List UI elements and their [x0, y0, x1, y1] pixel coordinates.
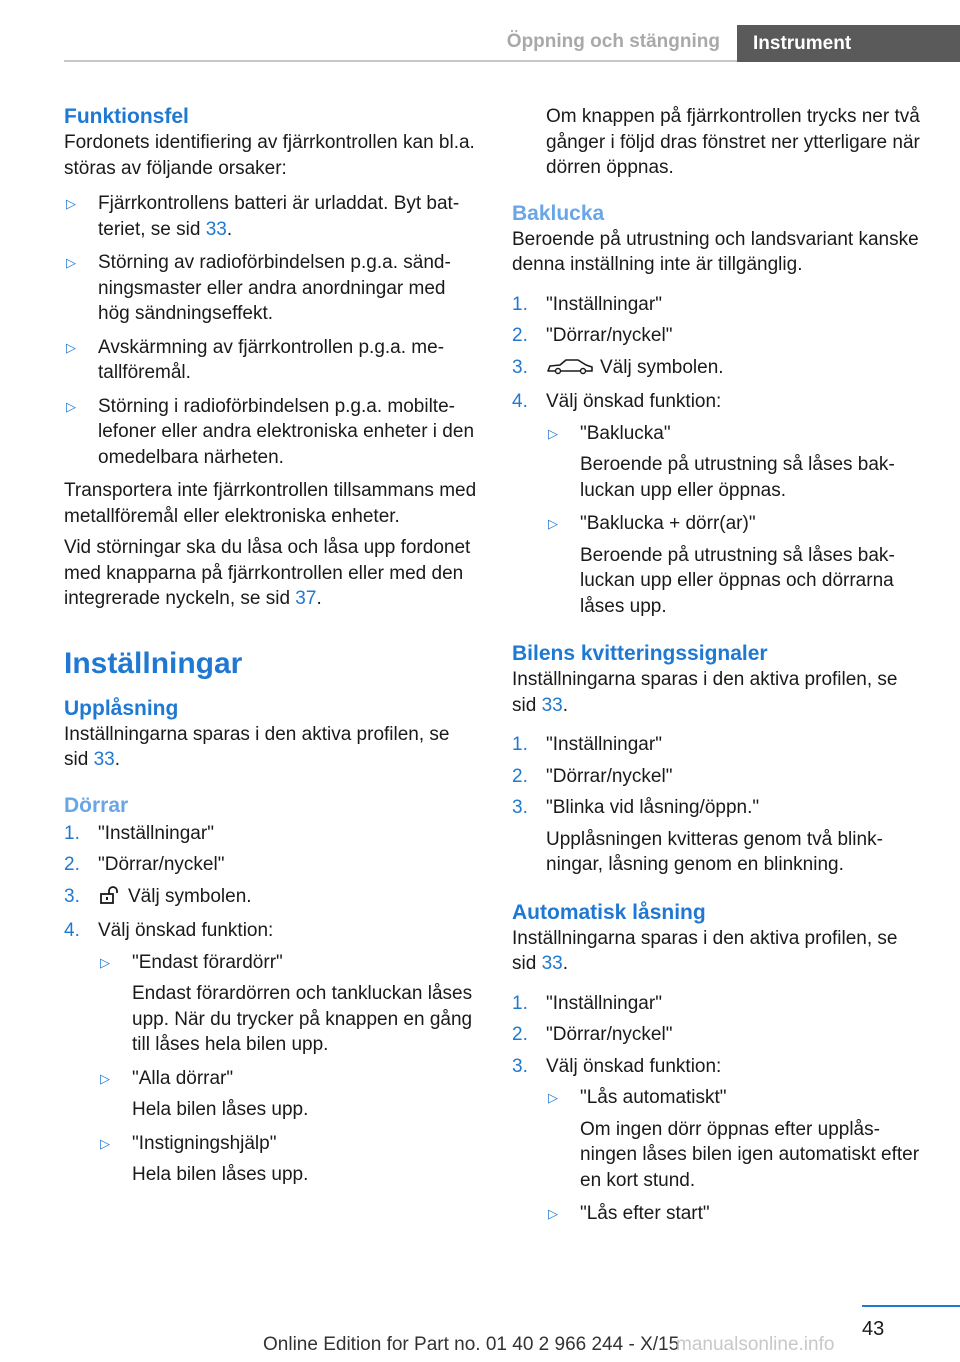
step-item: 3. Välj symbolen. [512, 355, 927, 384]
heading-kvitteringssignaler: Bilens kvitteringssignaler [512, 642, 768, 665]
list-item: ▷ "Baklucka" Beroende på utrustning så låses bakluckan upp eller öppnas. [548, 422, 895, 501]
right-column [512, 104, 927, 1235]
step-item: 2. "Dörrar/nyckel" [512, 325, 673, 346]
triangle-bullet-icon: ▷ [548, 425, 558, 441]
footer-edition: Online Edition for Part no. 01 40 2 966 244 - X/15 [263, 1334, 680, 1355]
step-item: 1. "Inställningar" [512, 293, 662, 315]
step-item: 3. "Blinka vid låsning/öppn." [512, 797, 760, 818]
funktionsfel-intro: Fordonets identifiering av fjärrkontrollen kan bl.a. störas av följande orsaker: [64, 132, 475, 179]
triangle-bullet-icon: ▷ [548, 1206, 558, 1221]
triangle-bullet-icon: ▷ [66, 255, 76, 270]
list-item: ▷ Fjärrkontrollens batteri är urladdat. Byt batteriet, se sid 33. [66, 193, 460, 240]
page-link[interactable]: 33 [205, 218, 227, 240]
heading-installningar: Inställningar [64, 646, 243, 680]
footer-rule [862, 1305, 960, 1307]
continued-text: Om knappen på fjärrkontrollen trycks ner två gånger i följd dras fönstret ner ytterligare när dörren öppnas. [546, 106, 920, 178]
page-link[interactable]: 33 [93, 749, 115, 770]
sub-options [512, 421, 927, 620]
page-link[interactable]: 33 [541, 694, 563, 716]
paragraph-storningar: Vid störningar ska du låsa och låsa upp fordonet med knapparna på fjärrkontrollen eller med den integrerade nyckeln, se sid 37. [64, 537, 471, 609]
triangle-bullet-icon: ▷ [100, 1070, 110, 1086]
page-number: 43 [862, 1318, 885, 1340]
sub-options [512, 1085, 927, 1227]
triangle-bullet-icon: ▷ [548, 516, 558, 531]
left-column [64, 104, 479, 1196]
triangle-bullet-icon: ▷ [66, 339, 76, 355]
auto-text: Inställningarna sparas i den aktiva profilen, se sid 33. [512, 927, 898, 974]
list-item: ▷ "Instigningshjälp" Hela bilen låses upp. [100, 1132, 309, 1185]
step-item: 1. "Inställningar" [512, 992, 662, 1014]
step-item: 1. "Inställningar" [512, 734, 662, 755]
heading-baklucka: Baklucka [512, 201, 605, 225]
triangle-bullet-icon: ▷ [100, 954, 110, 970]
step-item: 2. "Dörrar/nyckel" [512, 1024, 673, 1045]
list-item: ▷ "Lås automatiskt" Om ingen dörr öppnas efter upplåsningen låses bilen igen automatiskt efter en kort stund. [548, 1087, 920, 1191]
heading-upplasning: Upplåsning [64, 696, 179, 720]
step-item: 4. Välj önskad funktion: [512, 391, 722, 412]
header-rule [64, 60, 737, 62]
header-section-title: Öppning och stängning [506, 31, 720, 52]
step-item: 1. "Inställningar" [64, 822, 214, 844]
list-item: ▷ "Baklucka + dörr(ar)" Beroende på utrustning så låses bakluckan upp eller öppnas och dörrarna låses upp. [548, 513, 895, 617]
triangle-bullet-icon: ▷ [66, 398, 76, 414]
page-link[interactable]: 37 [295, 588, 317, 609]
kvitt-text: Inställningarna sparas i den aktiva profilen, se sid 33. [512, 669, 898, 716]
step-item: 3. Välj önskad funktion: [512, 1055, 722, 1077]
car-icon [546, 356, 594, 384]
sub-options [64, 950, 479, 1188]
step-item: 2. "Dörrar/nyckel" [512, 765, 673, 787]
step-item: 3. Välj symbolen. [64, 884, 479, 913]
list-item: ▷ Störning av radioförbindelsen p.g.a. sändningsmaster eller andra anordningar med hög sändningseffekt. [66, 252, 451, 324]
watermark: manualsonline.info [676, 1334, 835, 1355]
list-item: ▷ "Lås efter start" [546, 1201, 927, 1227]
step-item: 2. "Dörrar/nyckel" [64, 854, 225, 875]
list-item: ▷ "Alla dörrar" Hela bilen låses upp. [100, 1067, 309, 1120]
header-chapter-tab: Instrument [737, 25, 960, 62]
heading-automatisk-lasning: Automatisk låsning [512, 900, 706, 924]
list-item: ▷ "Endast förardörr" Endast förardörren och tankluckan låses upp. När du trycker på knappen en gång till låses hela bilen upp. [100, 951, 473, 1055]
step-item: 4. Välj önskad funktion: [64, 920, 274, 941]
paragraph-transport: Transportera inte fjärrkontrollen tillsammans med metallföremål eller elektroniska enheter. [64, 480, 477, 527]
kvitt-description: Upplåsningen kvitteras genom två blinkningar, låsning genom en blinkning. [546, 828, 883, 875]
baklucka-text: Beroende på utrustning och landsvariant kanske denna inställning inte är tillgänglig. [512, 228, 919, 275]
triangle-bullet-icon: ▷ [548, 1090, 558, 1105]
page-header [0, 0, 960, 62]
list-item: ▷ Avskärmning av fjärrkontrollen p.g.a. metallföremål. [66, 336, 445, 383]
page-link[interactable]: 33 [541, 953, 563, 974]
triangle-bullet-icon: ▷ [66, 196, 76, 211]
heading-dorrar: Dörrar [64, 793, 129, 817]
list-item: ▷ Störning i radioförbindelsen p.g.a. mobiltelefoner eller andra elektroniska enheter i den omedelbara närheten. [66, 395, 475, 468]
unlock-icon [98, 885, 122, 913]
upplasning-text: Inställningarna sparas i den aktiva profilen, se sid 33. [64, 723, 450, 770]
heading-funktionsfel: Funktionsfel [64, 105, 189, 128]
triangle-bullet-icon: ▷ [100, 1135, 110, 1151]
